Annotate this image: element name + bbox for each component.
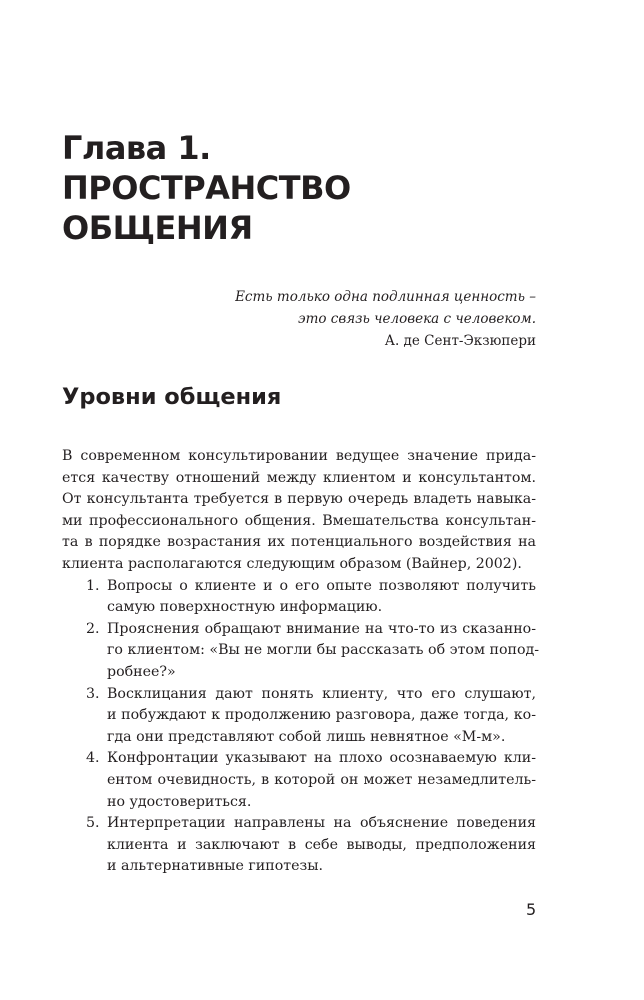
list-item-line: самую поверхностную информацию.: [107, 599, 383, 616]
list-item-line: Прояснения обращают внимание на что-то из сказанно-: [107, 620, 536, 637]
list-number: 5.: [86, 815, 100, 832]
section-heading: Уровни общения: [62, 384, 282, 410]
list-item-line: Восклицания дают понять клиенту, что его слушают,: [107, 685, 536, 702]
list-item: [62, 576, 536, 619]
paragraph-line: ми профессионального общения. Вмешательства консультан-: [62, 512, 536, 529]
paragraph-line: От консультанта требуется в первую очередь владеть навыка-: [62, 491, 536, 508]
epigraph-line: Есть только одна подлинная ценность –: [235, 289, 536, 305]
list-item-line: го клиентом: «Вы не могли бы рассказать об этом попод-: [107, 642, 540, 659]
list-item-line: клиента и заключают в себе выводы, предположения: [107, 836, 536, 853]
list-item-line: ентом очевидность, в которой он может незамедлитель-: [107, 771, 536, 788]
list-item: [62, 748, 536, 813]
list-item-line: Интерпретации направлены на объяснение поведения: [107, 815, 536, 832]
paragraph-line: клиента располагаются следующим образом (Вайнер, 2002).: [62, 555, 522, 572]
list-item-line: и альтернативные гипотезы.: [107, 858, 324, 875]
list-item-line: робнее?»: [107, 663, 176, 680]
epigraph-author: А. де Сент-Экзюпери: [384, 333, 536, 349]
page-number: 5: [526, 900, 537, 919]
epigraph-line: это связь человека с человеком.: [298, 311, 536, 327]
list-number: 1.: [86, 577, 100, 594]
chapter-title-line: ПРОСТРАНСТВО: [62, 169, 351, 207]
chapter-title-line: Глава 1.: [62, 129, 211, 167]
chapter-title: [62, 128, 351, 248]
list-item-line: Вопросы о клиенте и о его опыте позволяют получить: [107, 577, 536, 594]
list-item-line: и побуждают к продолжению разговора, даже тогда, ко-: [107, 707, 536, 724]
list-item-line: гда они представляют собой лишь невнятное «М-м».: [107, 728, 506, 745]
list-item: [62, 813, 536, 878]
list-item: [62, 684, 536, 749]
list-number: 4.: [86, 750, 100, 767]
epigraph: [136, 286, 536, 352]
paragraph-line: В современном консультировании ведущее значение прида-: [62, 448, 536, 464]
list-number: 3.: [86, 685, 100, 702]
paragraph-line: та в порядке возрастания их потенциального воздействия на: [62, 534, 536, 551]
list-item: [62, 619, 540, 684]
chapter-title-line: ОБЩЕНИЯ: [62, 209, 253, 247]
list-item-line: Конфронтации указывают на плохо осознаваемую кли-: [107, 750, 536, 767]
body-text: [62, 446, 540, 878]
paragraph-line: ется качеству отношений между клиентом и консультантом.: [62, 469, 536, 486]
list-number: 2.: [86, 620, 100, 637]
list-item-line: но удостовериться.: [107, 793, 252, 810]
